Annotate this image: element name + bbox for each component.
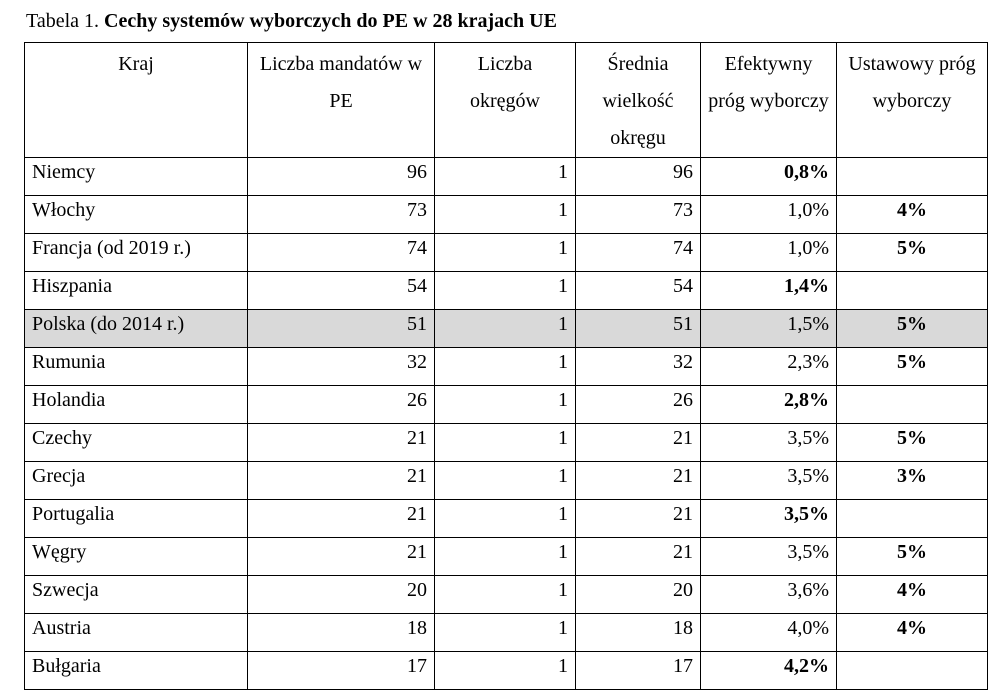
table-row xyxy=(25,196,988,234)
table-row xyxy=(25,310,988,348)
cell-statutory-threshold xyxy=(837,386,988,424)
table-row xyxy=(25,538,988,576)
cell-avg-district-size: 20 xyxy=(576,576,701,614)
cell-districts: 1 xyxy=(435,158,576,196)
cell-country: Portugalia xyxy=(25,500,248,538)
cell-country: Holandia xyxy=(25,386,248,424)
table-row xyxy=(25,386,988,424)
table-row xyxy=(25,424,988,462)
cell-statutory-threshold: 3% xyxy=(837,462,988,500)
table-row xyxy=(25,272,988,310)
cell-districts: 1 xyxy=(435,614,576,652)
cell-seats: 18 xyxy=(248,614,435,652)
table-body xyxy=(25,158,988,690)
cell-districts: 1 xyxy=(435,234,576,272)
cell-seats: 74 xyxy=(248,234,435,272)
cell-avg-district-size: 32 xyxy=(576,348,701,386)
cell-statutory-threshold: 4% xyxy=(837,196,988,234)
cell-seats: 51 xyxy=(248,310,435,348)
cell-avg-district-size: 21 xyxy=(576,500,701,538)
cell-districts: 1 xyxy=(435,500,576,538)
cell-statutory-threshold xyxy=(837,652,988,690)
cell-avg-district-size: 17 xyxy=(576,652,701,690)
cell-seats: 21 xyxy=(248,500,435,538)
cell-statutory-threshold: 4% xyxy=(837,576,988,614)
table-caption xyxy=(26,9,557,33)
cell-country: Węgry xyxy=(25,538,248,576)
cell-avg-district-size: 74 xyxy=(576,234,701,272)
cell-districts: 1 xyxy=(435,538,576,576)
cell-districts: 1 xyxy=(435,272,576,310)
cell-avg-district-size: 73 xyxy=(576,196,701,234)
cell-effective-threshold: 1,5% xyxy=(701,310,837,348)
table-row xyxy=(25,576,988,614)
cell-districts: 1 xyxy=(435,462,576,500)
cell-country: Czechy xyxy=(25,424,248,462)
table-row xyxy=(25,500,988,538)
cell-seats: 21 xyxy=(248,424,435,462)
cell-country: Francja (od 2019 r.) xyxy=(25,234,248,272)
cell-avg-district-size: 21 xyxy=(576,424,701,462)
header-seats: Liczba mandatów w PE xyxy=(248,43,435,158)
cell-districts: 1 xyxy=(435,652,576,690)
caption-prefix: Tabela 1. xyxy=(26,10,100,32)
cell-country: Bułgaria xyxy=(25,652,248,690)
cell-country: Hiszpania xyxy=(25,272,248,310)
cell-districts: 1 xyxy=(435,348,576,386)
cell-effective-threshold: 1,0% xyxy=(701,234,837,272)
header-statutory-threshold: Ustawowy próg wyborczy xyxy=(837,43,988,158)
cell-districts: 1 xyxy=(435,576,576,614)
cell-avg-district-size: 54 xyxy=(576,272,701,310)
table-header-row xyxy=(25,43,988,158)
header-country: Kraj xyxy=(25,43,248,158)
cell-effective-threshold: 1,4% xyxy=(701,272,837,310)
table-row xyxy=(25,158,988,196)
cell-effective-threshold: 2,3% xyxy=(701,348,837,386)
cell-seats: 17 xyxy=(248,652,435,690)
cell-avg-district-size: 21 xyxy=(576,538,701,576)
cell-effective-threshold: 3,5% xyxy=(701,538,837,576)
cell-districts: 1 xyxy=(435,310,576,348)
table-row xyxy=(25,462,988,500)
cell-statutory-threshold: 4% xyxy=(837,614,988,652)
cell-seats: 73 xyxy=(248,196,435,234)
cell-avg-district-size: 21 xyxy=(576,462,701,500)
cell-effective-threshold: 0,8% xyxy=(701,158,837,196)
cell-effective-threshold: 3,5% xyxy=(701,462,837,500)
table-row xyxy=(25,614,988,652)
cell-effective-threshold: 4,0% xyxy=(701,614,837,652)
cell-avg-district-size: 26 xyxy=(576,386,701,424)
cell-seats: 54 xyxy=(248,272,435,310)
cell-effective-threshold: 4,2% xyxy=(701,652,837,690)
cell-statutory-threshold: 5% xyxy=(837,348,988,386)
table-row xyxy=(25,234,988,272)
cell-statutory-threshold: 5% xyxy=(837,424,988,462)
cell-avg-district-size: 96 xyxy=(576,158,701,196)
cell-country: Rumunia xyxy=(25,348,248,386)
table-row xyxy=(25,652,988,690)
cell-statutory-threshold xyxy=(837,500,988,538)
caption-title: Cechy systemów wyborczych do PE w 28 krajach UE xyxy=(104,10,557,32)
cell-statutory-threshold xyxy=(837,272,988,310)
cell-effective-threshold: 3,5% xyxy=(701,500,837,538)
cell-seats: 96 xyxy=(248,158,435,196)
cell-avg-district-size: 51 xyxy=(576,310,701,348)
electoral-systems-table xyxy=(24,42,988,690)
cell-districts: 1 xyxy=(435,424,576,462)
cell-statutory-threshold xyxy=(837,158,988,196)
table-row xyxy=(25,348,988,386)
cell-country: Grecja xyxy=(25,462,248,500)
cell-seats: 26 xyxy=(248,386,435,424)
cell-country: Polska (do 2014 r.) xyxy=(25,310,248,348)
cell-country: Austria xyxy=(25,614,248,652)
cell-effective-threshold: 2,8% xyxy=(701,386,837,424)
cell-country: Niemcy xyxy=(25,158,248,196)
header-effective-threshold: Efektywny próg wyborczy xyxy=(701,43,837,158)
cell-districts: 1 xyxy=(435,196,576,234)
cell-country: Włochy xyxy=(25,196,248,234)
cell-country: Szwecja xyxy=(25,576,248,614)
cell-seats: 20 xyxy=(248,576,435,614)
cell-effective-threshold: 3,6% xyxy=(701,576,837,614)
cell-statutory-threshold: 5% xyxy=(837,310,988,348)
header-avg-district-size: Średnia wielkość okręgu xyxy=(576,43,701,158)
cell-seats: 21 xyxy=(248,462,435,500)
cell-statutory-threshold: 5% xyxy=(837,538,988,576)
cell-seats: 21 xyxy=(248,538,435,576)
cell-effective-threshold: 3,5% xyxy=(701,424,837,462)
header-districts: Liczba okręgów xyxy=(435,43,576,158)
cell-effective-threshold: 1,0% xyxy=(701,196,837,234)
cell-districts: 1 xyxy=(435,386,576,424)
cell-seats: 32 xyxy=(248,348,435,386)
cell-statutory-threshold: 5% xyxy=(837,234,988,272)
cell-avg-district-size: 18 xyxy=(576,614,701,652)
